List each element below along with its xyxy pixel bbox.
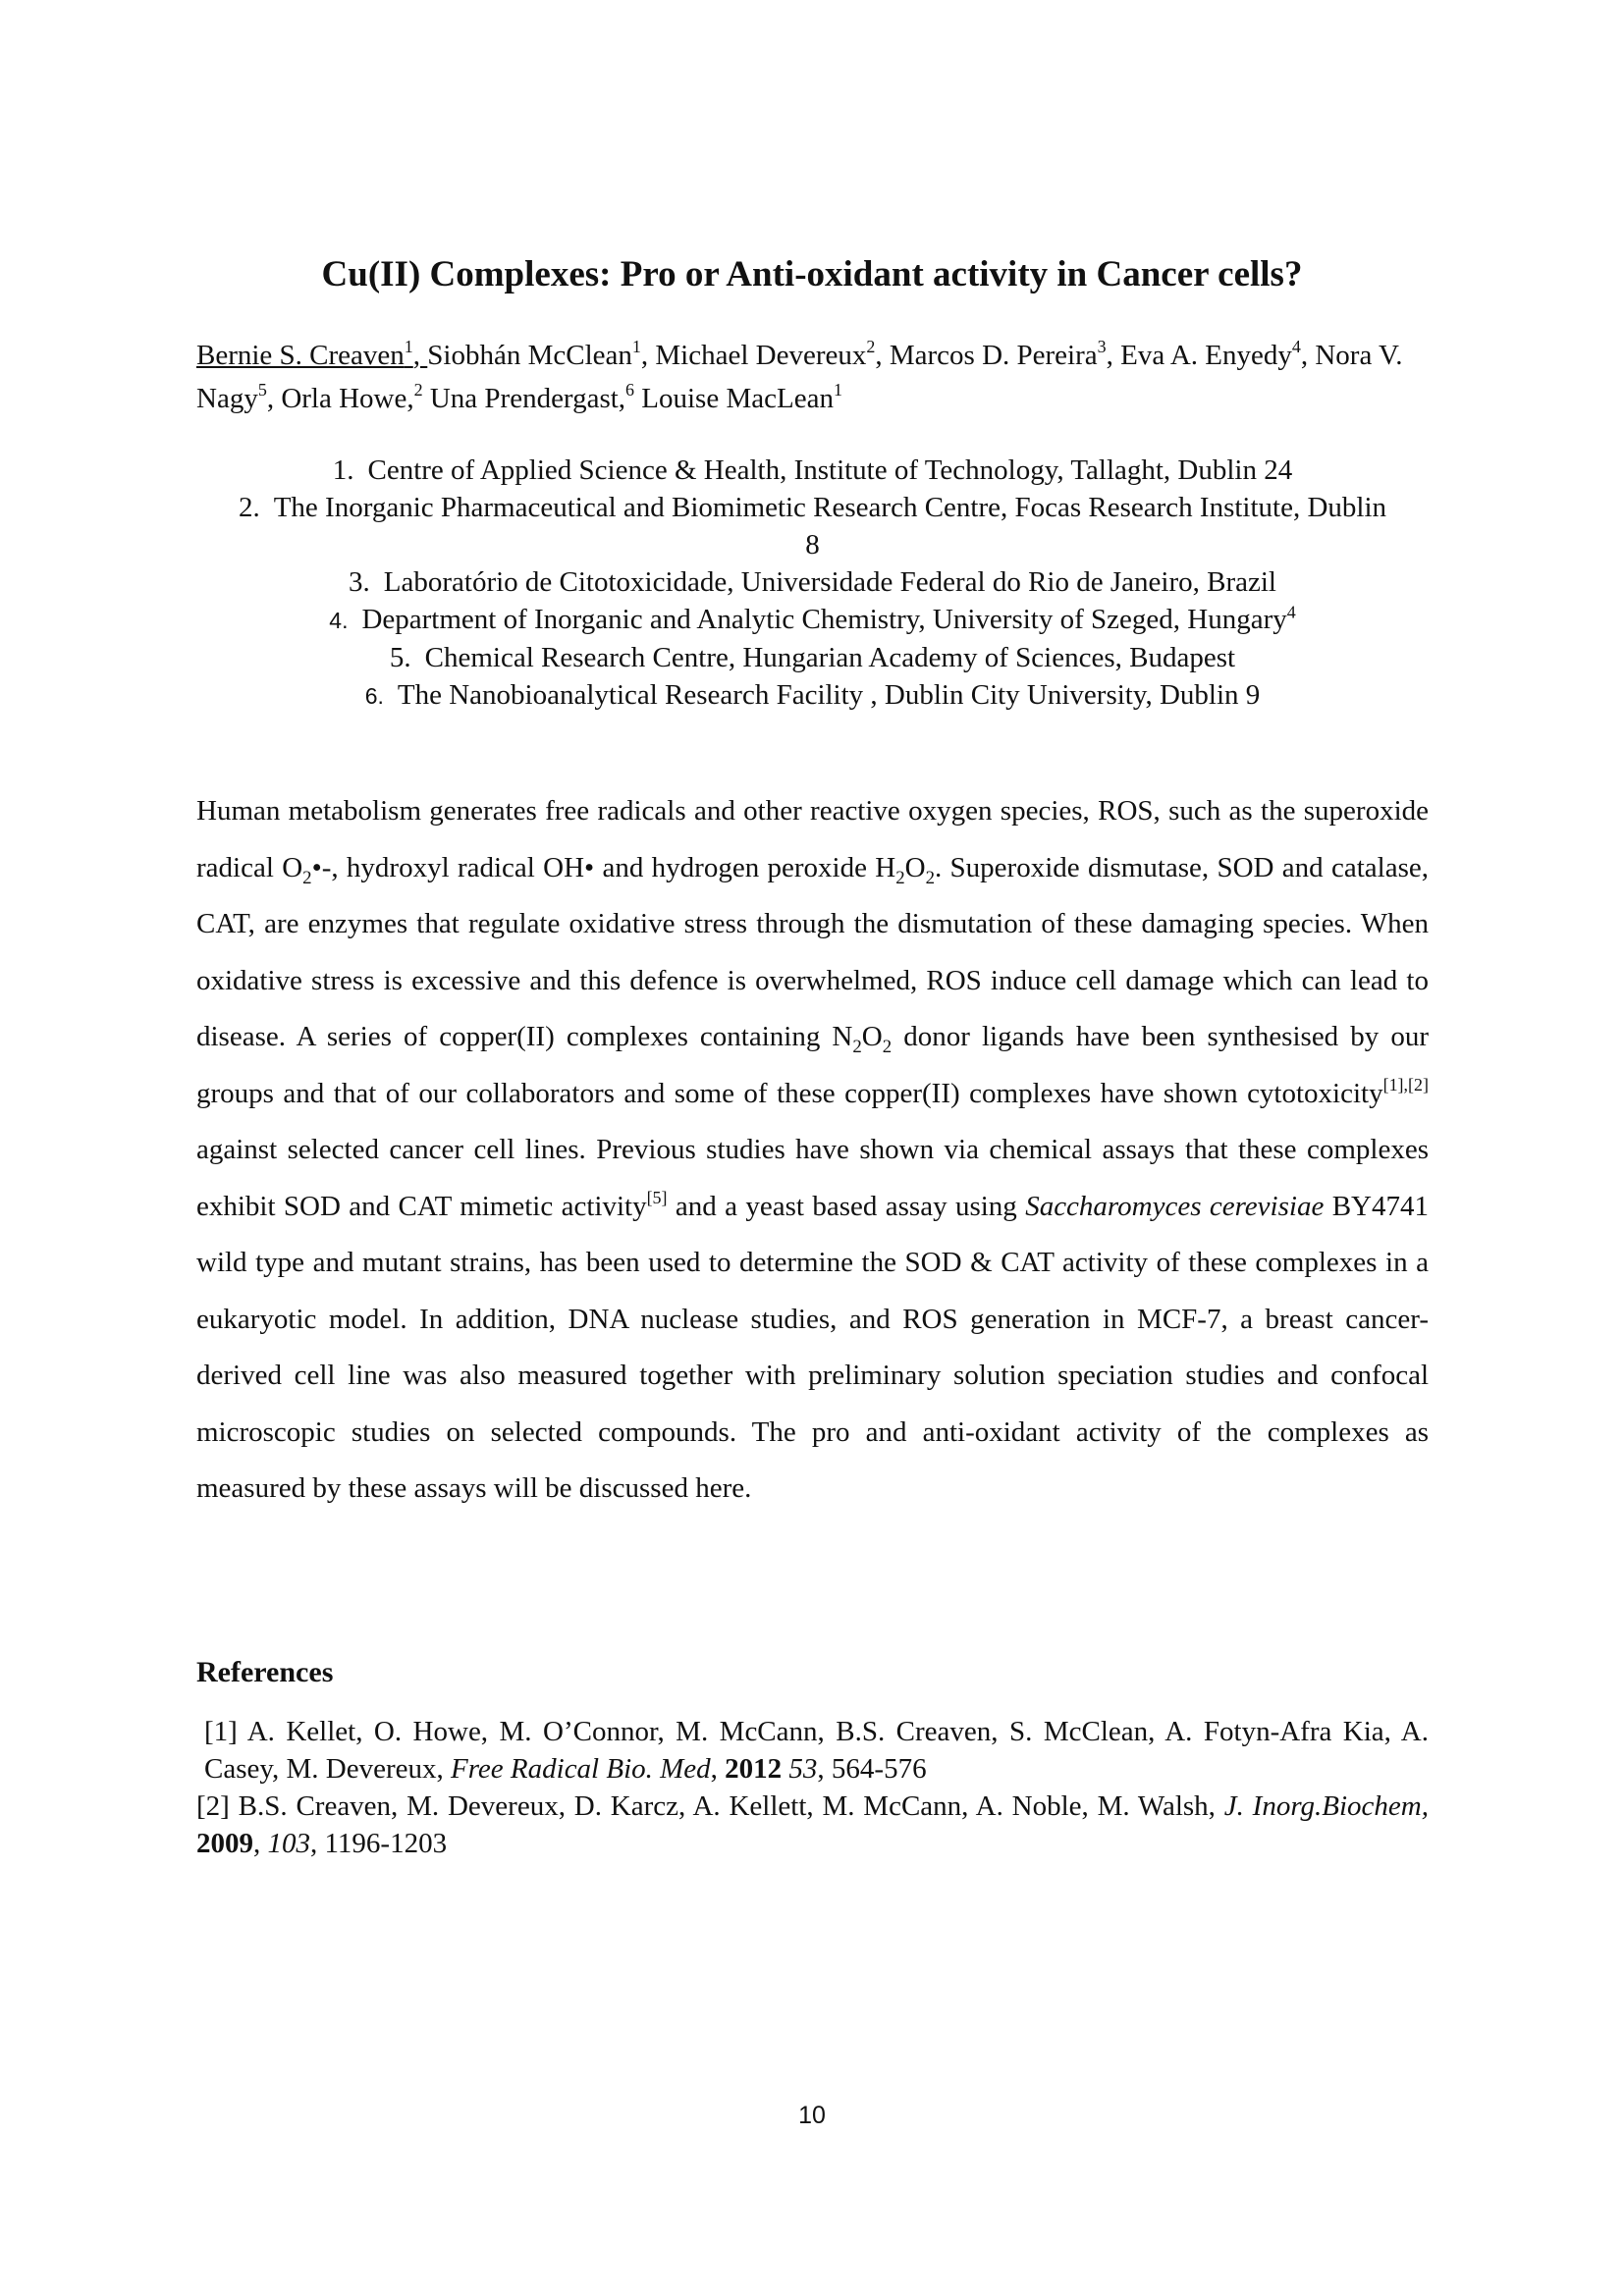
affiliation-item: 6. The Nanobioanalytical Research Facility , Dublin City University, Dublin 9 [364,679,1261,711]
author-list [196,334,1429,420]
page-number: 10 [798,2102,826,2129]
author-name: Una Prendergast,$^6$ [429,380,635,414]
affiliation-item: 2. The Inorganic Pharmaceutical and Biomimetic Research Centre, Focas Research Institute, Dublin 8 [238,492,1387,561]
author-name: Marcos D. Pereira$^3$, [889,337,1121,371]
citation: [1],[2] [1382,1074,1429,1095]
reference-item: [2] B.S. Creaven, M. Devereux, D. Karcz, A. Kellett, M. McCann, A. Noble, M. Walsh, J. Inorg.Biochem, 2009, 103, 1196-1203 [196,1790,1429,1859]
citation: [5] [646,1187,668,1207]
author-name: Louise MacLean$^1$ [641,380,842,414]
abstract-paragraph: Human metabolism generates free radicals and other reactive oxygen species, ROS, such as the superoxide radical $O_2•-$, hydroxyl radical OH• and hydrogen peroxide $H_2O_2$. Superoxide dismutase, SOD and catalase, CAT, are enzymes that regulate oxidative stress through the dismutation of these damaging species. When oxidative stress is excessive and this defence is overwhelmed, ROS induce cell damage which can lead to disease. A series of copper(II) complexes containing $N_2O_2$ donor ligands have been synthesised by our groups and that of our collaborators and some of these copper(II) complexes have shown cytotoxicity[1],[2] against selected cancer cell lines. Previous studies have shown via chemical assays that these complexes exhibit SOD and CAT mimetic activity[5] and a yeast based assay using Saccharomyces cerevisiae BY4741 wild type and mutant strains, has been used to determine the SOD & CAT activity of these complexes in a eukaryotic model. In addition, DNA nuclease studies, and ROS generation in MCF-7, a breast cancer-derived cell line was also measured together with preliminary solution speciation studies and confocal microscopic studies on selected compounds. The pro and anti-oxidant activity of the complexes as measured by these assays will be discussed here. [196,795,1429,1504]
paper-title: Cu(II) Complexes: Pro or Anti-oxidant activity in Cancer cells? [321,254,1303,294]
affiliation-list [196,452,1429,715]
affiliation-item: 4. Department of Inorganic and Analytic Chemistry, University of Szeged, Hungary$^4$ [329,602,1296,635]
author-name: Orla Howe,$^2$ [281,380,423,414]
organism-name: Saccharomyces cerevisiae [1025,1190,1325,1222]
affiliation-item: 3. Laboratório de Citotoxicidade, Universidade Federal do Rio de Janeiro, Brazil [349,566,1276,598]
reference-item: [1] A. Kellet, O. Howe, M. O’Connor, M. McCann, B.S. Creaven, S. McClean, A. Fotyn-Afra Kia, A. Casey, M. Devereux, Free Radical Bio. Med, 2012 53, 564-576 [204,1716,1429,1785]
author-name: Bernie S. Creaven$^1$, [196,337,428,371]
author-name: Nora V. Nagy$^5$, [196,340,1403,414]
author-name: Michael Devereux$^2$, [655,337,890,371]
author-name: Siobhán McClean$^1$, [427,337,656,371]
affiliation-item: 5. Chemical Research Centre, Hungarian Academy of Sciences, Budapest [389,642,1236,673]
reference-list [196,1713,1429,1862]
author-name: Eva A. Enyedy$^4$, [1120,337,1316,371]
references-heading: References [196,1656,334,1688]
affiliation-item: 1. Centre of Applied Science & Health, Institute of Technology, Tallaght, Dublin 24 [332,454,1293,486]
